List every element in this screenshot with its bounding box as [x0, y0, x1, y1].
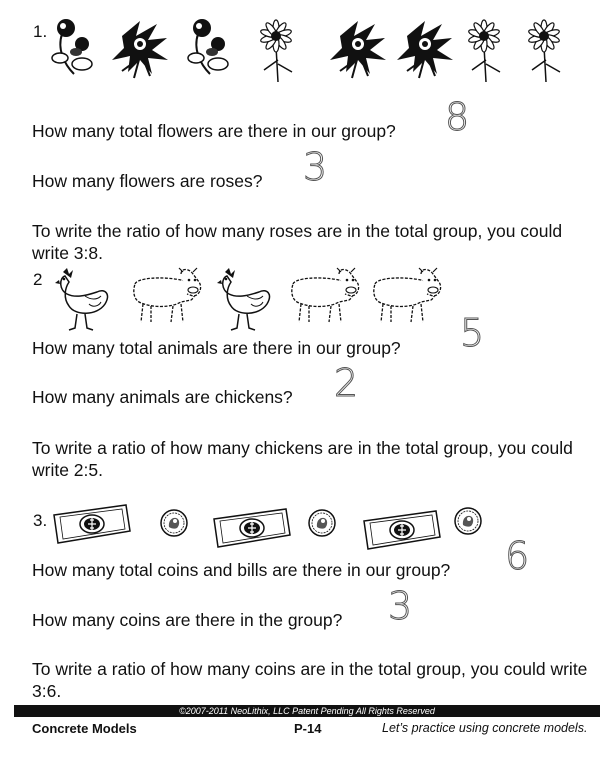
question-total-animals: How many total animals are there in our group? [32, 338, 401, 358]
problem-number-3: 3. [33, 511, 48, 530]
flower-group [52, 14, 572, 86]
traced-answer-5: 5 [460, 311, 485, 355]
rose-icon [188, 19, 228, 74]
problem-number-2: 2 [33, 270, 43, 289]
coin-icon [161, 510, 187, 536]
question-roses: How many flowers are roses? [32, 171, 263, 191]
traced-answer-3b: 3 [388, 584, 413, 628]
chicken-icon [217, 268, 269, 330]
money-group [52, 503, 512, 553]
animal-group [55, 266, 455, 336]
rose-icon [52, 19, 92, 74]
daisy-icon [260, 20, 292, 82]
question-total-coins-bills: How many total coins and bills are there in our group? [32, 560, 451, 580]
question-chickens: How many animals are chickens? [32, 387, 293, 407]
traced-answer-3: 3 [303, 145, 328, 189]
copyright-bar: ©2007-2011 NeoLithix, LLC Patent Pending All Rights Reserved [14, 705, 600, 717]
cow-icon [374, 268, 441, 322]
dark-flower-icon [330, 21, 386, 78]
traced-answer-6: 6 [505, 534, 530, 578]
ratio-explanation-roses: To write the ratio of how many roses are in the total group, you could write 3:8. [32, 221, 563, 263]
dollar-bill-icon [54, 505, 130, 543]
dark-flower-icon [112, 21, 168, 78]
footer-tagline: Let’s practice using concrete models. [382, 721, 588, 735]
coin-icon [455, 508, 481, 534]
coin-icon [309, 510, 335, 536]
page-number: P-14 [294, 721, 322, 736]
traced-answer-8: 8 [445, 95, 470, 139]
cow-icon [292, 268, 359, 322]
ratio-explanation-chickens: To write a ratio of how many chickens are in the total group, you could write 2:5. [32, 438, 573, 480]
dark-flower-icon [397, 21, 453, 78]
daisy-icon [528, 20, 560, 82]
question-coins: How many coins are there in the group? [32, 610, 343, 630]
footer-title: Concrete Models [32, 721, 137, 736]
traced-answer-2: 2 [334, 361, 359, 405]
dollar-bill-icon [214, 509, 290, 547]
ratio-explanation-coins: To write a ratio of how many coins are in the total group, you could write 3:6. [32, 659, 588, 701]
problem-number-1: 1. [33, 22, 48, 41]
question-total-flowers: How many total flowers are there in our group? [32, 121, 396, 141]
daisy-icon [468, 20, 500, 82]
dollar-bill-icon [364, 511, 440, 549]
chicken-icon [55, 268, 107, 330]
cow-icon [134, 268, 201, 322]
